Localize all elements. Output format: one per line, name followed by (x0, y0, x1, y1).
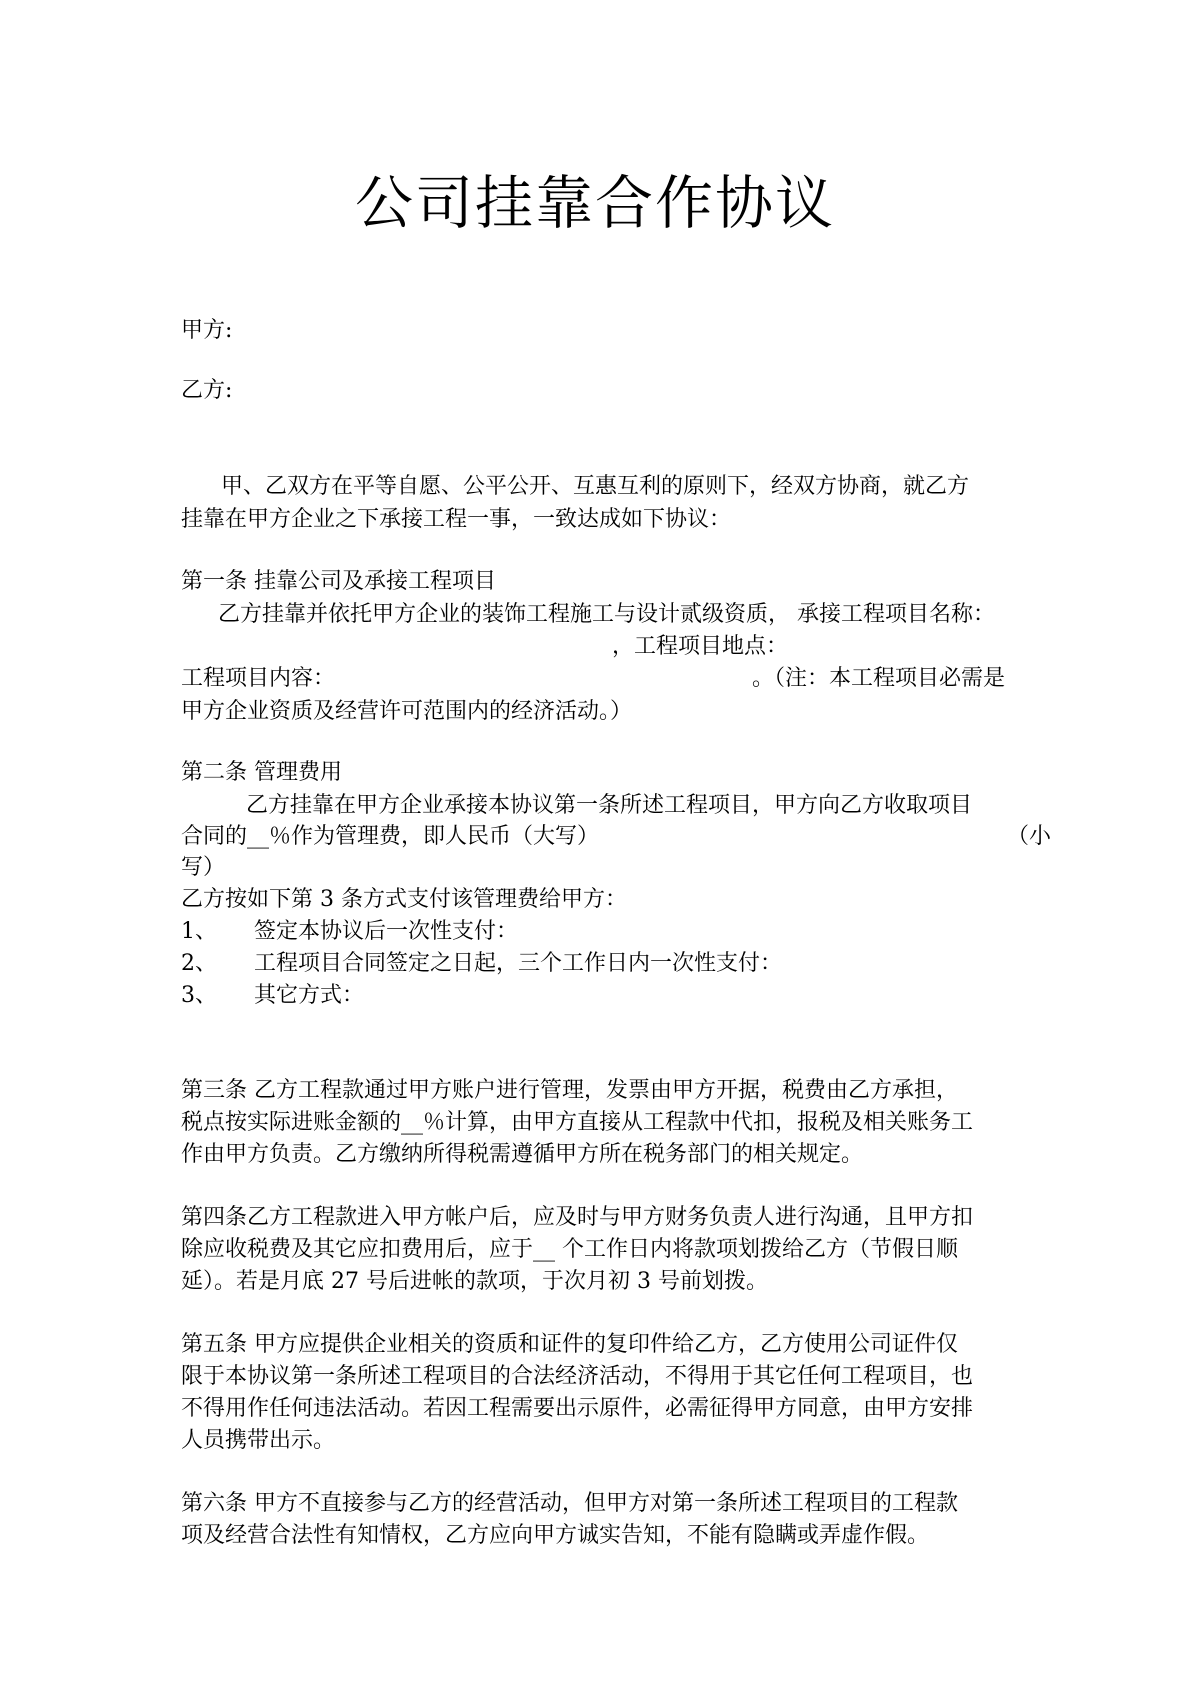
article-5-line-4: 人员携带出示。 (181, 1428, 336, 1453)
list-text: 签定本协议后一次性支付： (254, 919, 519, 944)
list-number: 3、 (181, 983, 217, 1008)
article-1-line-3-left: 工程项目内容： (181, 666, 336, 691)
article-1-heading: 第一条 挂靠公司及承接工程项目 (181, 569, 496, 594)
article-6-line-2: 项及经营合法性有知情权，乙方应向甲方诚实告知，不能有隐瞒或弄虚作假。 (181, 1523, 930, 1548)
article-2-line-4: 乙方按如下第 3 条方式支付该管理费给甲方： (181, 887, 627, 912)
article-1-line-2: ，工程项目地点： (612, 634, 789, 659)
article-2-heading: 第二条 管理费用 (181, 760, 342, 785)
list-text: 工程项目合同签定之日起，三个工作日内一次性支付： (254, 951, 783, 976)
article-5-line-1: 第五条 甲方应提供企业相关的资质和证件的复印件给乙方，乙方使用公司证件仅 (181, 1332, 958, 1357)
list-number: 2、 (181, 951, 217, 976)
list-number: 1、 (181, 919, 217, 944)
article-5-line-3: 不得用作任何违法活动。若因工程需要出示原件，必需征得甲方同意，由甲方安排 (181, 1396, 974, 1421)
list-text: 其它方式： (254, 983, 365, 1008)
article-1-line-3-right: 。（注：本工程项目必需是 (752, 666, 1006, 691)
article-2-line-2-left: 合同的__％作为管理费，即人民币（大写） (181, 824, 600, 849)
article-3-line-3: 作由甲方负责。乙方缴纳所得税需遵循甲方所在税务部门的相关规定。 (181, 1142, 864, 1167)
article-1-line-4: 甲方企业资质及经营许可范围内的经济活动。） (181, 699, 633, 724)
article-4-line-2: 除应收税费及其它应扣费用后，应于__ 个工作日内将款项划拨给乙方（节假日顺 (181, 1237, 958, 1262)
article-2-line-3: 写） (181, 855, 226, 880)
payment-option-1 (181, 917, 518, 947)
intro-line-1: 甲、乙双方在平等自愿、公平公开、互惠互利的原则下，经双方协商，就乙方 (221, 474, 970, 499)
article-4-line-1: 第四条乙方工程款进入甲方帐户后，应及时与甲方财务负责人进行沟通，且甲方扣 (181, 1205, 974, 1230)
party-b-label: 乙方: (181, 378, 233, 403)
article-1-line-1: 乙方挂靠并依托甲方企业的装饰工程施工与设计贰级资质， 承接工程项目名称： (218, 602, 995, 627)
article-5-line-2: 限于本协议第一条所述工程项目的合法经济活动，不得用于其它任何工程项目，也 (181, 1364, 974, 1389)
article-3-line-2: 税点按实际进账金额的__％计算，由甲方直接从工程款中代扣，报税及相关账务工 (181, 1110, 974, 1135)
article-2-line-1: 乙方挂靠在甲方企业承接本协议第一条所述工程项目，甲方向乙方收取项目 (246, 793, 973, 818)
party-a-label: 甲方: (181, 318, 233, 343)
payment-option-3 (181, 981, 364, 1011)
payment-option-2 (181, 949, 782, 979)
article-6-line-1: 第六条 甲方不直接参与乙方的经营活动，但甲方对第一条所述工程项目的工程款 (181, 1491, 958, 1516)
article-2-line-2-right: （小 (1007, 824, 1052, 849)
article-4-line-3: 延）。若是月底 27 号后进帐的款项，于次月初 3 号前划拨。 (181, 1269, 768, 1294)
article-3-line-1: 第三条 乙方工程款通过甲方账户进行管理，发票由甲方开据，税费由乙方承担， (181, 1078, 958, 1103)
intro-line-2: 挂靠在甲方企业之下承接工程一事，一致达成如下协议： (181, 507, 732, 532)
document-title: 公司挂靠合作协议 (354, 169, 835, 237)
